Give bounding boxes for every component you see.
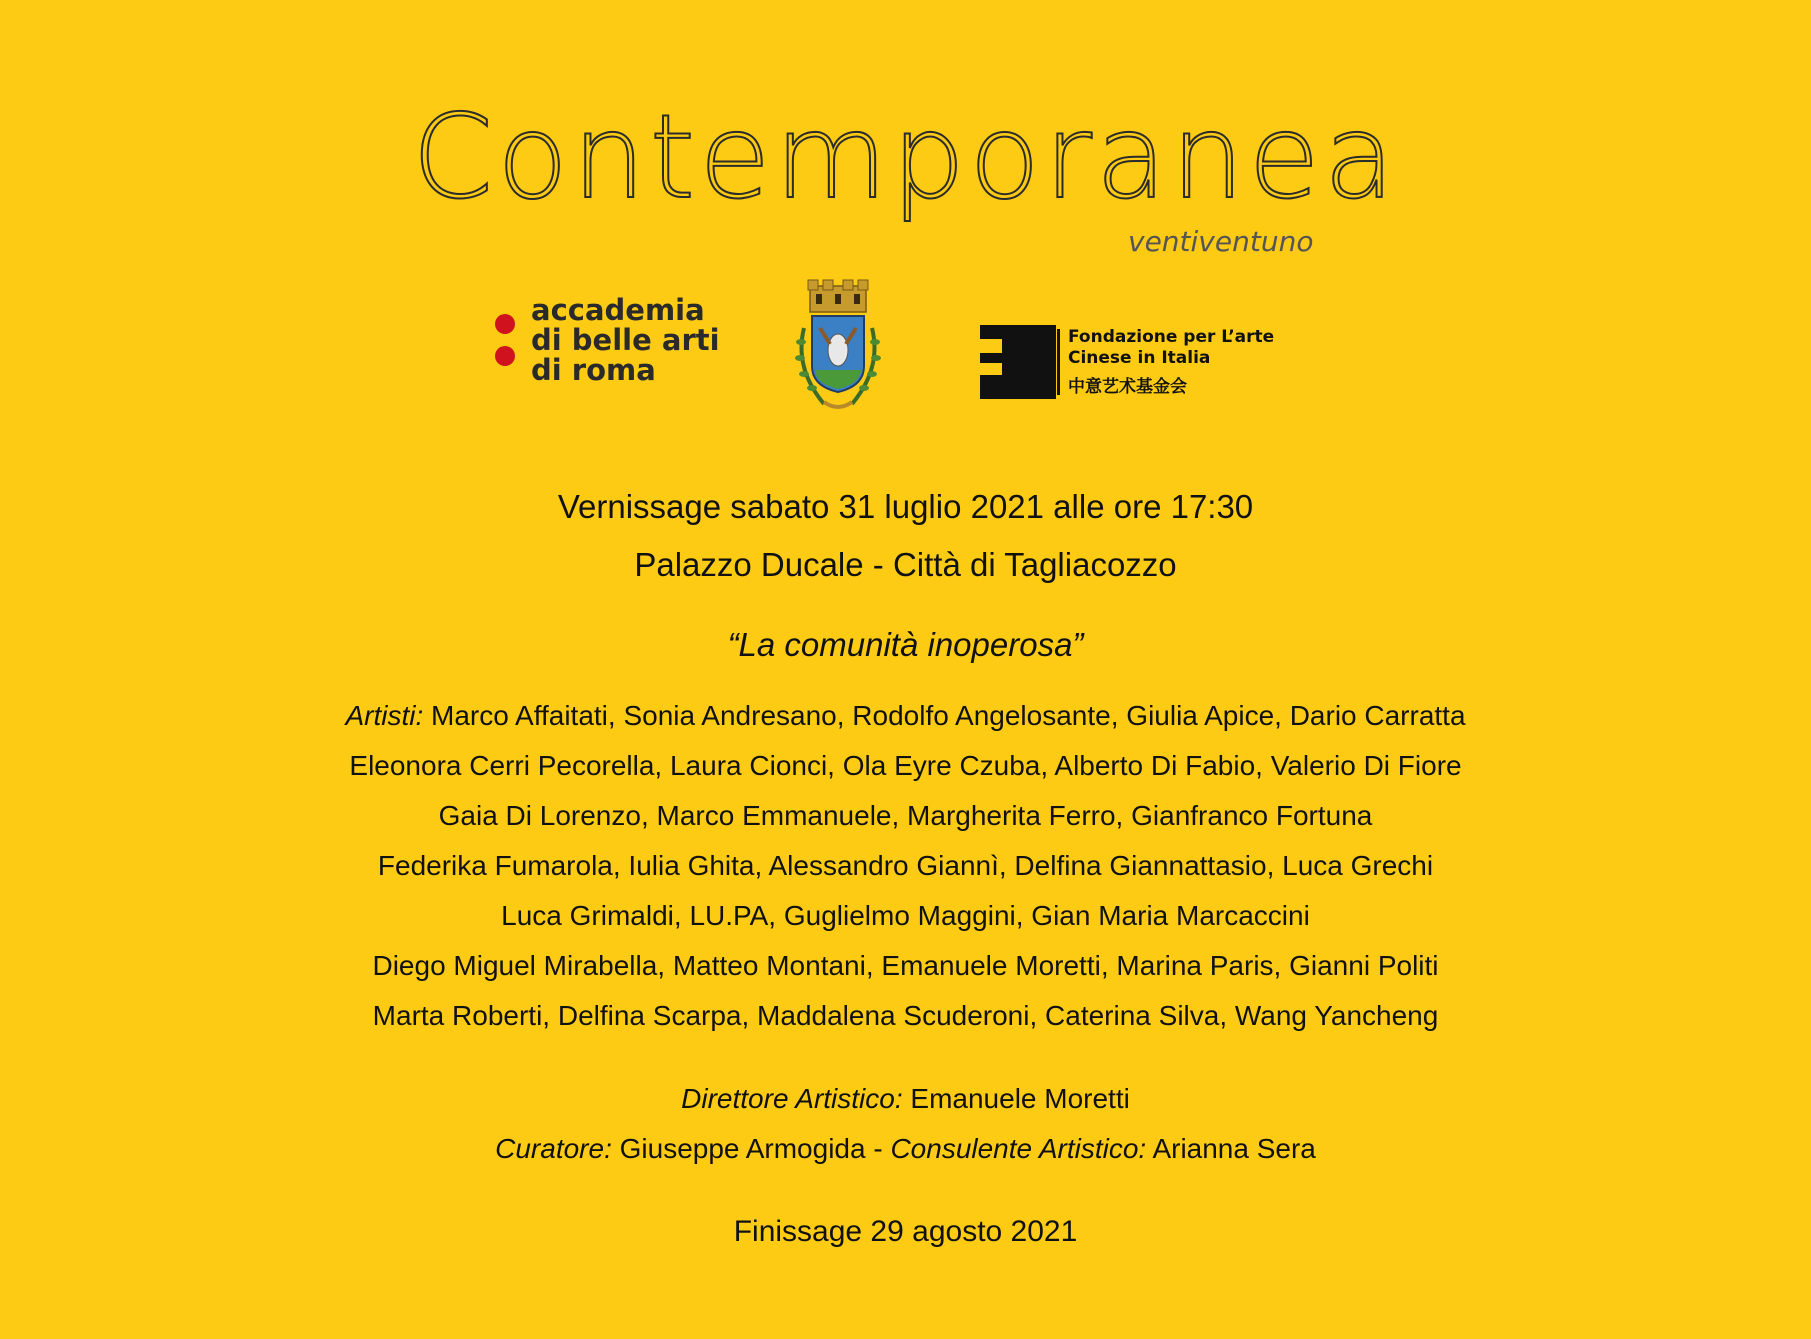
- artists-line: Federika Fumarola, Iulia Ghita, Alessandro Giannì, Delfina Giannattasio, Luca Grechi: [377, 850, 1434, 881]
- foundation-logo-line: 中意艺术基金会: [1068, 377, 1187, 397]
- academy-dot-icon: [495, 346, 515, 366]
- exhibition-title: “La comunità inoperosa”: [727, 626, 1084, 663]
- director-label: Direttore Artistico:: [681, 1083, 903, 1114]
- academy-dot-icon: [495, 314, 515, 334]
- artists-label: Artisti:: [345, 700, 424, 731]
- academy-logo-line: accademia: [531, 293, 705, 327]
- venue-line: Palazzo Ducale - Città di Tagliacozzo: [634, 546, 1177, 583]
- consultant-label: Consulente Artistico:: [890, 1133, 1147, 1164]
- credits-separator: -: [873, 1133, 883, 1164]
- header: [0, 90, 1811, 225]
- artists-line: Gaia Di Lorenzo, Marco Emmanuele, Margherita Ferro, Gianfranco Fortuna: [438, 800, 1373, 831]
- artists-line: Marta Roberti, Delfina Scarpa, Maddalena Scuderoni, Caterina Silva, Wang Yancheng: [372, 1000, 1439, 1031]
- artists-line: [0, 700, 1811, 750]
- curator-line: [0, 1133, 1811, 1183]
- foundation-divider: [1057, 329, 1060, 395]
- director-name: Emanuele Moretti: [910, 1083, 1130, 1114]
- curator-label: Curatore:: [495, 1133, 612, 1164]
- finissage-line: Finissage 29 agosto 2021: [733, 1215, 1078, 1248]
- artists-line: Eleonora Cerri Pecorella, Laura Cionci, Ola Eyre Czuba, Alberto Di Fabio, Valerio Di Fiore: [349, 750, 1462, 781]
- artists-list: [0, 700, 1811, 1050]
- academy-logo-line: di belle arti: [531, 323, 720, 357]
- artists-line: Diego Miguel Mirabella, Matteo Montani, Emanuele Moretti, Marina Paris, Gianni Politi: [372, 950, 1439, 981]
- vernissage-line: Vernissage sabato 31 luglio 2021 alle ore 17:30: [557, 488, 1254, 525]
- curator-name: Giuseppe Armogida: [619, 1133, 866, 1164]
- artists-names: Marco Affaitati, Sonia Andresano, Rodolfo Angelosante, Giulia Apice, Dario Carratta: [431, 700, 1466, 731]
- municipal-coat-of-arms-icon: [790, 278, 886, 418]
- event-subtitle: ventiventuno: [1128, 225, 1314, 258]
- academy-logo-line: di roma: [531, 353, 656, 387]
- credits: [0, 1083, 1811, 1183]
- consultant-name: Arianna Sera: [1152, 1133, 1316, 1164]
- artists-line: Luca Grimaldi, LU.PA, Guglielmo Maggini, Gian Maria Marcaccini: [501, 900, 1310, 931]
- foundation-mark-icon: [980, 325, 1056, 399]
- foundation-logo-line: Cinese in Italia: [1068, 348, 1211, 368]
- finissage-section: [0, 1215, 1811, 1249]
- event-title: Contemporanea: [412, 90, 1399, 225]
- foundation-logo-line: Fondazione per L’arte: [1068, 327, 1275, 347]
- director-line: [0, 1083, 1811, 1133]
- event-details: [0, 488, 1811, 700]
- sponsor-logos: [0, 275, 1811, 425]
